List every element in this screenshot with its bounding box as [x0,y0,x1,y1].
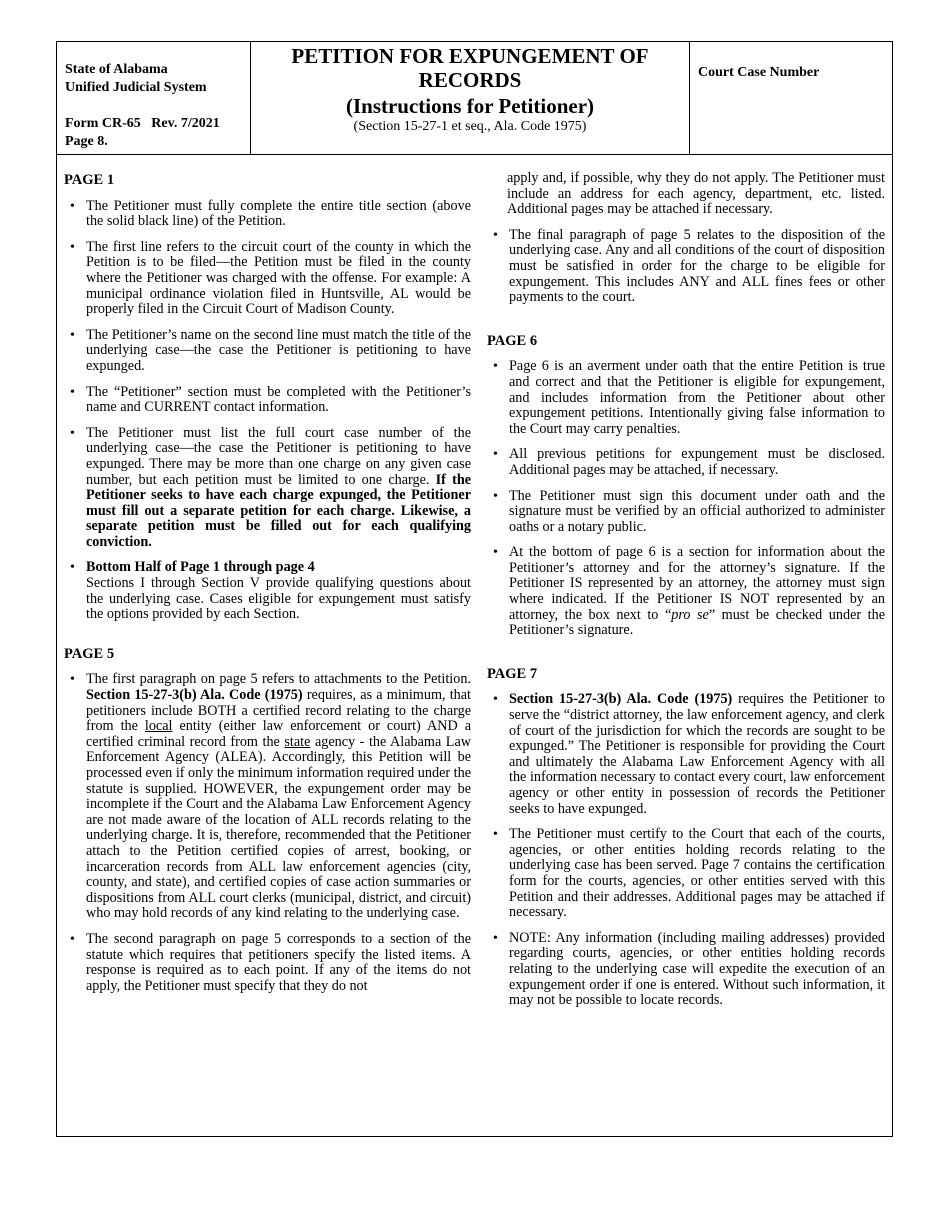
page5-list-cont [487,228,885,306]
page1-list [64,199,471,623]
underlined-term: local [144,718,173,735]
list-item: • Page 6 is an averment under oath that the entire Petition is true and correct and that the Petitioner is eligible for expungement, and includes information from the Petitioner about other expungement petitions. Intentionally giving false information to the Court may carry penalties. [487,359,885,437]
code-reference: Section 15-27-3(b) Ala. Code (1975) [509,691,733,708]
list-item: • The Petitioner’s name on the second line must match the title of the underlying case—the case the Petitioner is petitioning to have expunged. [64,328,471,375]
list-item: • At the bottom of page 6 is a section for information about the Petitioner’s attorney and for the attorney’s signature. If the Petitioner IS represented by an attorney, the attorney must sign where indicated. If the Petitioner IS NOT represented by an attorney, the box next to “pro se” must be checked under the Petitioner’s signature. [487,545,885,639]
page6-list [487,359,885,639]
list-item: • The second paragraph on page 5 corresponds to a section of the statute which requires that petitioners specify the listed items. A response is required as to each point. If any of the items do not apply, the Petitioner must specify that they do not [64,932,471,994]
right-column [487,171,885,1019]
underlined-term: state [284,733,311,750]
page7-heading: PAGE 7 [487,665,538,682]
case-number-label: Court Case Number [698,65,820,80]
statute-citation: (Section 15-27-1 et seq., Ala. Code 1975) [353,119,587,134]
page5-list [64,672,471,994]
page-number: Page 8. [65,134,108,149]
list-item: • Section 15-27-3(b) Ala. Code (1975) requires the Petitioner to serve the “district attorney, the law enforcement agency, and clerk of court of the jurisdiction for which the records are sought to be expunged.” The Petitioner is responsible for providing the Court and ultimately the Alabama Law Enforcement Agency with all the information necessary to contact every court, law enforcement agency or other entity in possession of records the Petitioner seeks to have expunged. [487,692,885,817]
left-column [64,173,471,994]
list-item: • NOTE: Any information (including mailing addresses) provided regarding courts, agencies, or other entities holding records relating to the underlying case will expedite the execution of an expungement order if one is entered. Without such information, it may not be possible to locate records. [487,931,885,1009]
page6-heading: PAGE 6 [487,332,538,349]
list-item: • The Petitioner must sign this document under oath and the signature must be verified by an official authorized to administer oaths or a notary public. [487,489,885,536]
form-number: Form CR-65 Rev. 7/2021 [65,116,220,131]
list-item: • The “Petitioner” section must be completed with the Petitioner’s name and CURRENT contact information. [64,385,471,416]
list-item: • The Petitioner must certify to the Court that each of the courts, agencies, or other entities holding records relating to the underlying case has been served. Page 7 contains the certification form for the courts, agencies, or other entities served with this Petition and their addresses. Additional pages may be attached if necessary. [487,827,885,921]
header-title-cell [251,42,690,154]
italic-term: pro se [671,606,709,623]
code-reference: Section 15-27-3(b) Ala. Code (1975) [86,687,303,704]
bold-instruction: If the Petitioner seeks to have each charge expunged, the Petitioner must fill out a separate petition for each charge. Likewise, a separate petition must be filled out for each qualifying conviction. [86,471,472,550]
form-title: PETITION FOR EXPUNGEMENT OF RECORDS [291,44,649,92]
org-line-2: Unified Judicial System [65,80,207,95]
list-item: • The first line refers to the circuit court of the county in which the Petition is to be filed—the Petition must be filed in the county where the Petitioner was charged with the offense. For example: A municipal ordinance violation filed in Huntsville, AL would be properly filed in the Circuit Court of Madison County. [64,240,471,318]
list-item: • The first paragraph on page 5 refers to attachments to the Petition. Section 15-27-3(b) Ala. Code (1975) requires, as a minimum, that petitioners include BOTH a certified record relating to the charge from the local entity (either law enforcement or court) AND a certified criminal record from the state agency - the Alabama Law Enforcement Agency (ALEA). Accordingly, this Petition will be processed even if only the minimum information required under the statute is supplied. HOWEVER, the expungement order may be incomplete if the Court and the Alabama Law Enforcement Agency are not made aware of the location of ALL records relating to the underlying charge. It is, therefore, recommended that the Petitioner attach to the Petition certified copies of arrest, booking, or incarceration records from ALL law enforcement agencies (city, county, and state), and certified copies of case action summaries or dispositions from ALL court clerks (municipal, district, and circuit) who may hold records of any kind relating to the underlying case. [64,672,471,922]
page7-list [487,692,885,1008]
form-header [57,42,892,155]
page1-heading: PAGE 1 [64,172,115,188]
list-item: • All previous petitions for expungement must be disclosed. Additional pages may be attached, if necessary. [487,447,885,478]
page5-heading: PAGE 5 [64,645,115,662]
header-left-cell [57,42,251,154]
list-item: • The Petitioner must list the full court case number of the underlying case—the case the Petitioner is petitioning to have expunged. There may be more than one charge on any given case number, but each petition must be limited to one charge. If the Petitioner seeks to have each charge expunged, the Petitioner must fill out a separate petition for each charge. Likewise, a separate petition must be filled out for each qualifying conviction. [64,426,471,551]
list-item: • The Petitioner must fully complete the entire title section (above the solid black line) of the Petition. [64,199,471,230]
subsection-title: Bottom Half of Page 1 through page 4 [86,559,315,576]
list-item: • Bottom Half of Page 1 through page 4 Sections I through Section V provide qualifying questions about the underlying case. Cases eligible for expungement must satisfy the options provided by each Section. [64,560,471,622]
case-number-cell [690,42,892,154]
continued-paragraph: apply and, if possible, why they do not apply. The Petitioner must include an address for each agency, department, etc. listed. Additional pages may be attached if necessary. [507,170,885,218]
form-subtitle: (Instructions for Petitioner) [345,94,595,118]
org-line-1: State of Alabama [65,62,168,77]
list-item: • The final paragraph of page 5 relates to the disposition of the underlying case. Any and all conditions of the court of disposition must be satisfied in order for the charge to be eligible for expungement. This includes ANY and ALL fines fees or other payments to the court. [487,228,885,306]
